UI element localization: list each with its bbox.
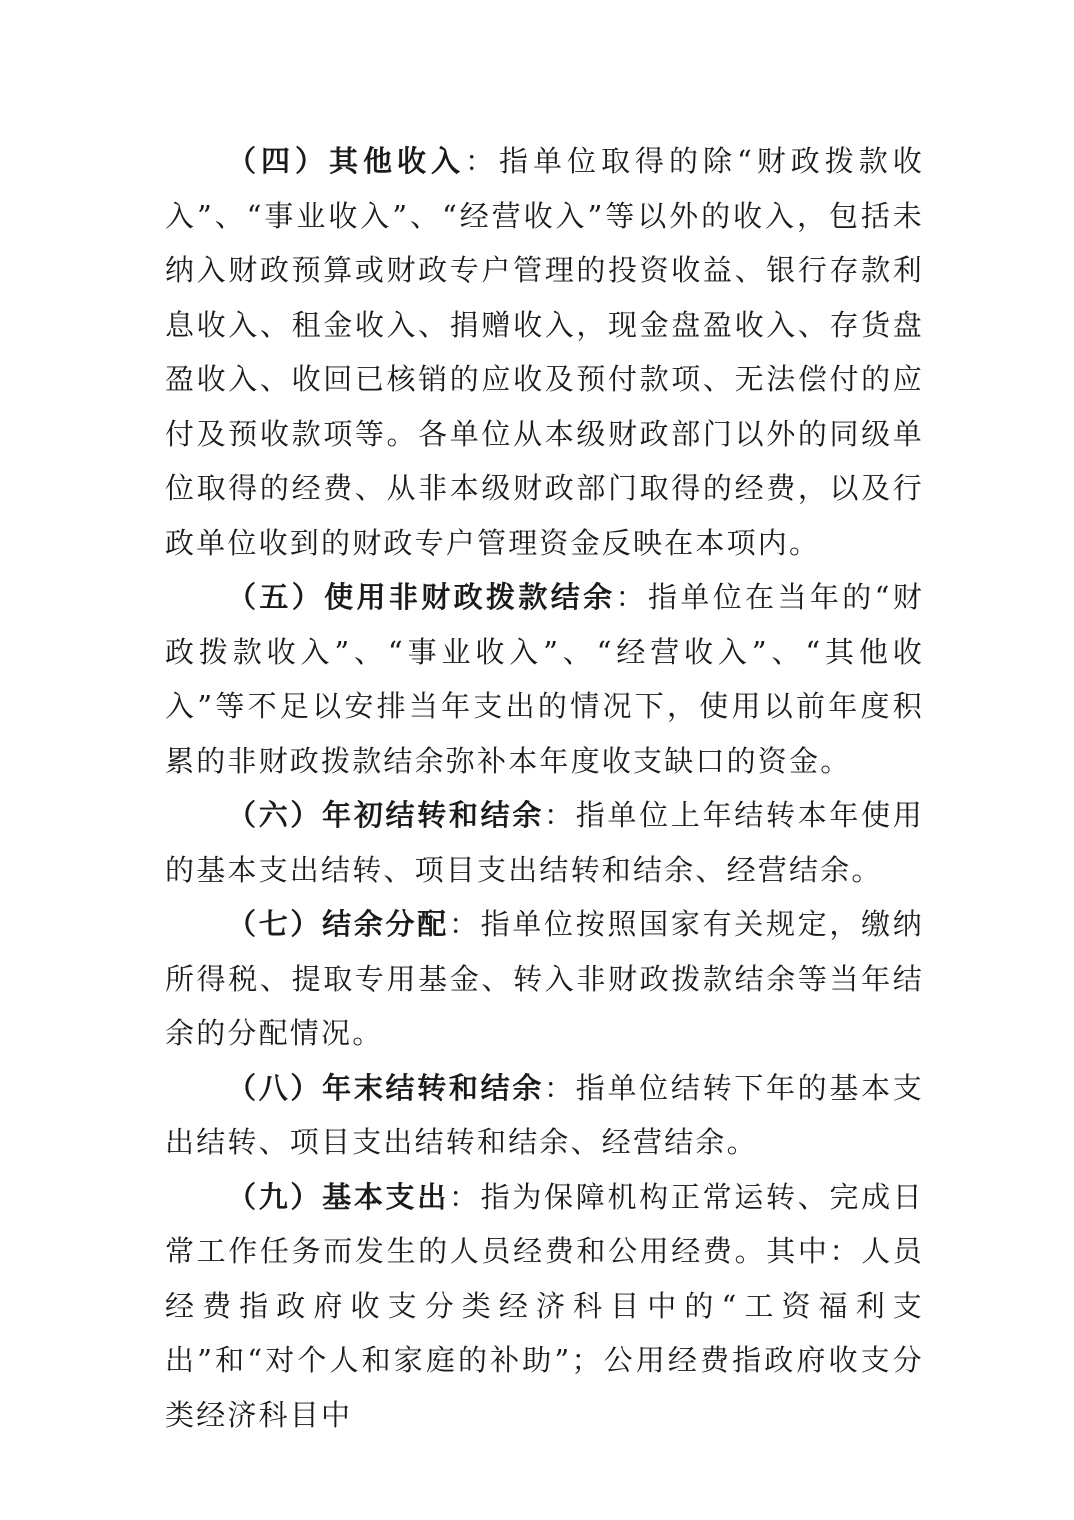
term-heading: （七）结余分配	[227, 907, 449, 941]
paragraph-text: ：指单位上年结转本年使用的基本支出结转、项目支出结转和结余、经营结余。	[165, 798, 924, 887]
paragraph-text: ：指单位在当年的“财政拨款收入”、“事业收入”、“经营收入”、“其他收入”等不足以安排当年支出的情况下，使用以前年度积累的非财政拨款结余弥补本年度收支缺口的资金。	[165, 580, 925, 778]
term-heading: （六）年初结转和结余	[227, 798, 545, 832]
term-heading: （八）年末结转和结余	[227, 1070, 545, 1105]
term-heading: （九）基本支出	[227, 1179, 449, 1214]
paragraph-text: ：指为保障机构正常运转、完成日常工作任务而发生的人员经费和公用经费。其中：人员经费指政府收支分类经济科目中的“工资福利支出”和“对个人和家庭的补助”；公用经费指政府收支分类经济科目中	[165, 1179, 924, 1432]
paragraph-closing-balance	[165, 1061, 924, 1170]
paragraph-text: ：指单位按照国家有关规定，缴纳所得税、提取专用基金、转入非财政拨款结余等当年结余的分配情况。	[165, 907, 924, 1050]
paragraph-text: ：指单位取得的除“财政拨款收入”、“事业收入”、“经营收入”等以外的收入，包括未纳入财政预算或财政专户管理的投资收益、银行存款利息收入、租金收入、捐赠收入，现金盘盈收入、存货盘盈收入、收回已核销的应收及预付款项、无法偿付的应付及预收款项等。各单位从本级财政部门以外的同级单位取得的经费、从非本级财政部门取得的经费，以及行政单位收到的财政专户管理资金反映在本项内。	[165, 144, 924, 560]
term-heading: （五）使用非财政拨款结余	[227, 580, 616, 614]
paragraph-text: ：指单位结转下年的基本支出结转、项目支出结转和结余、经营结余。	[165, 1070, 924, 1159]
paragraph-other-income	[165, 134, 924, 570]
paragraph-non-fiscal-balance	[165, 570, 924, 788]
paragraph-surplus-distribution	[165, 897, 924, 1061]
term-heading: （四）其他收入	[227, 144, 465, 178]
paragraph-basic-expenditure	[165, 1170, 924, 1443]
paragraph-opening-balance	[165, 788, 924, 897]
